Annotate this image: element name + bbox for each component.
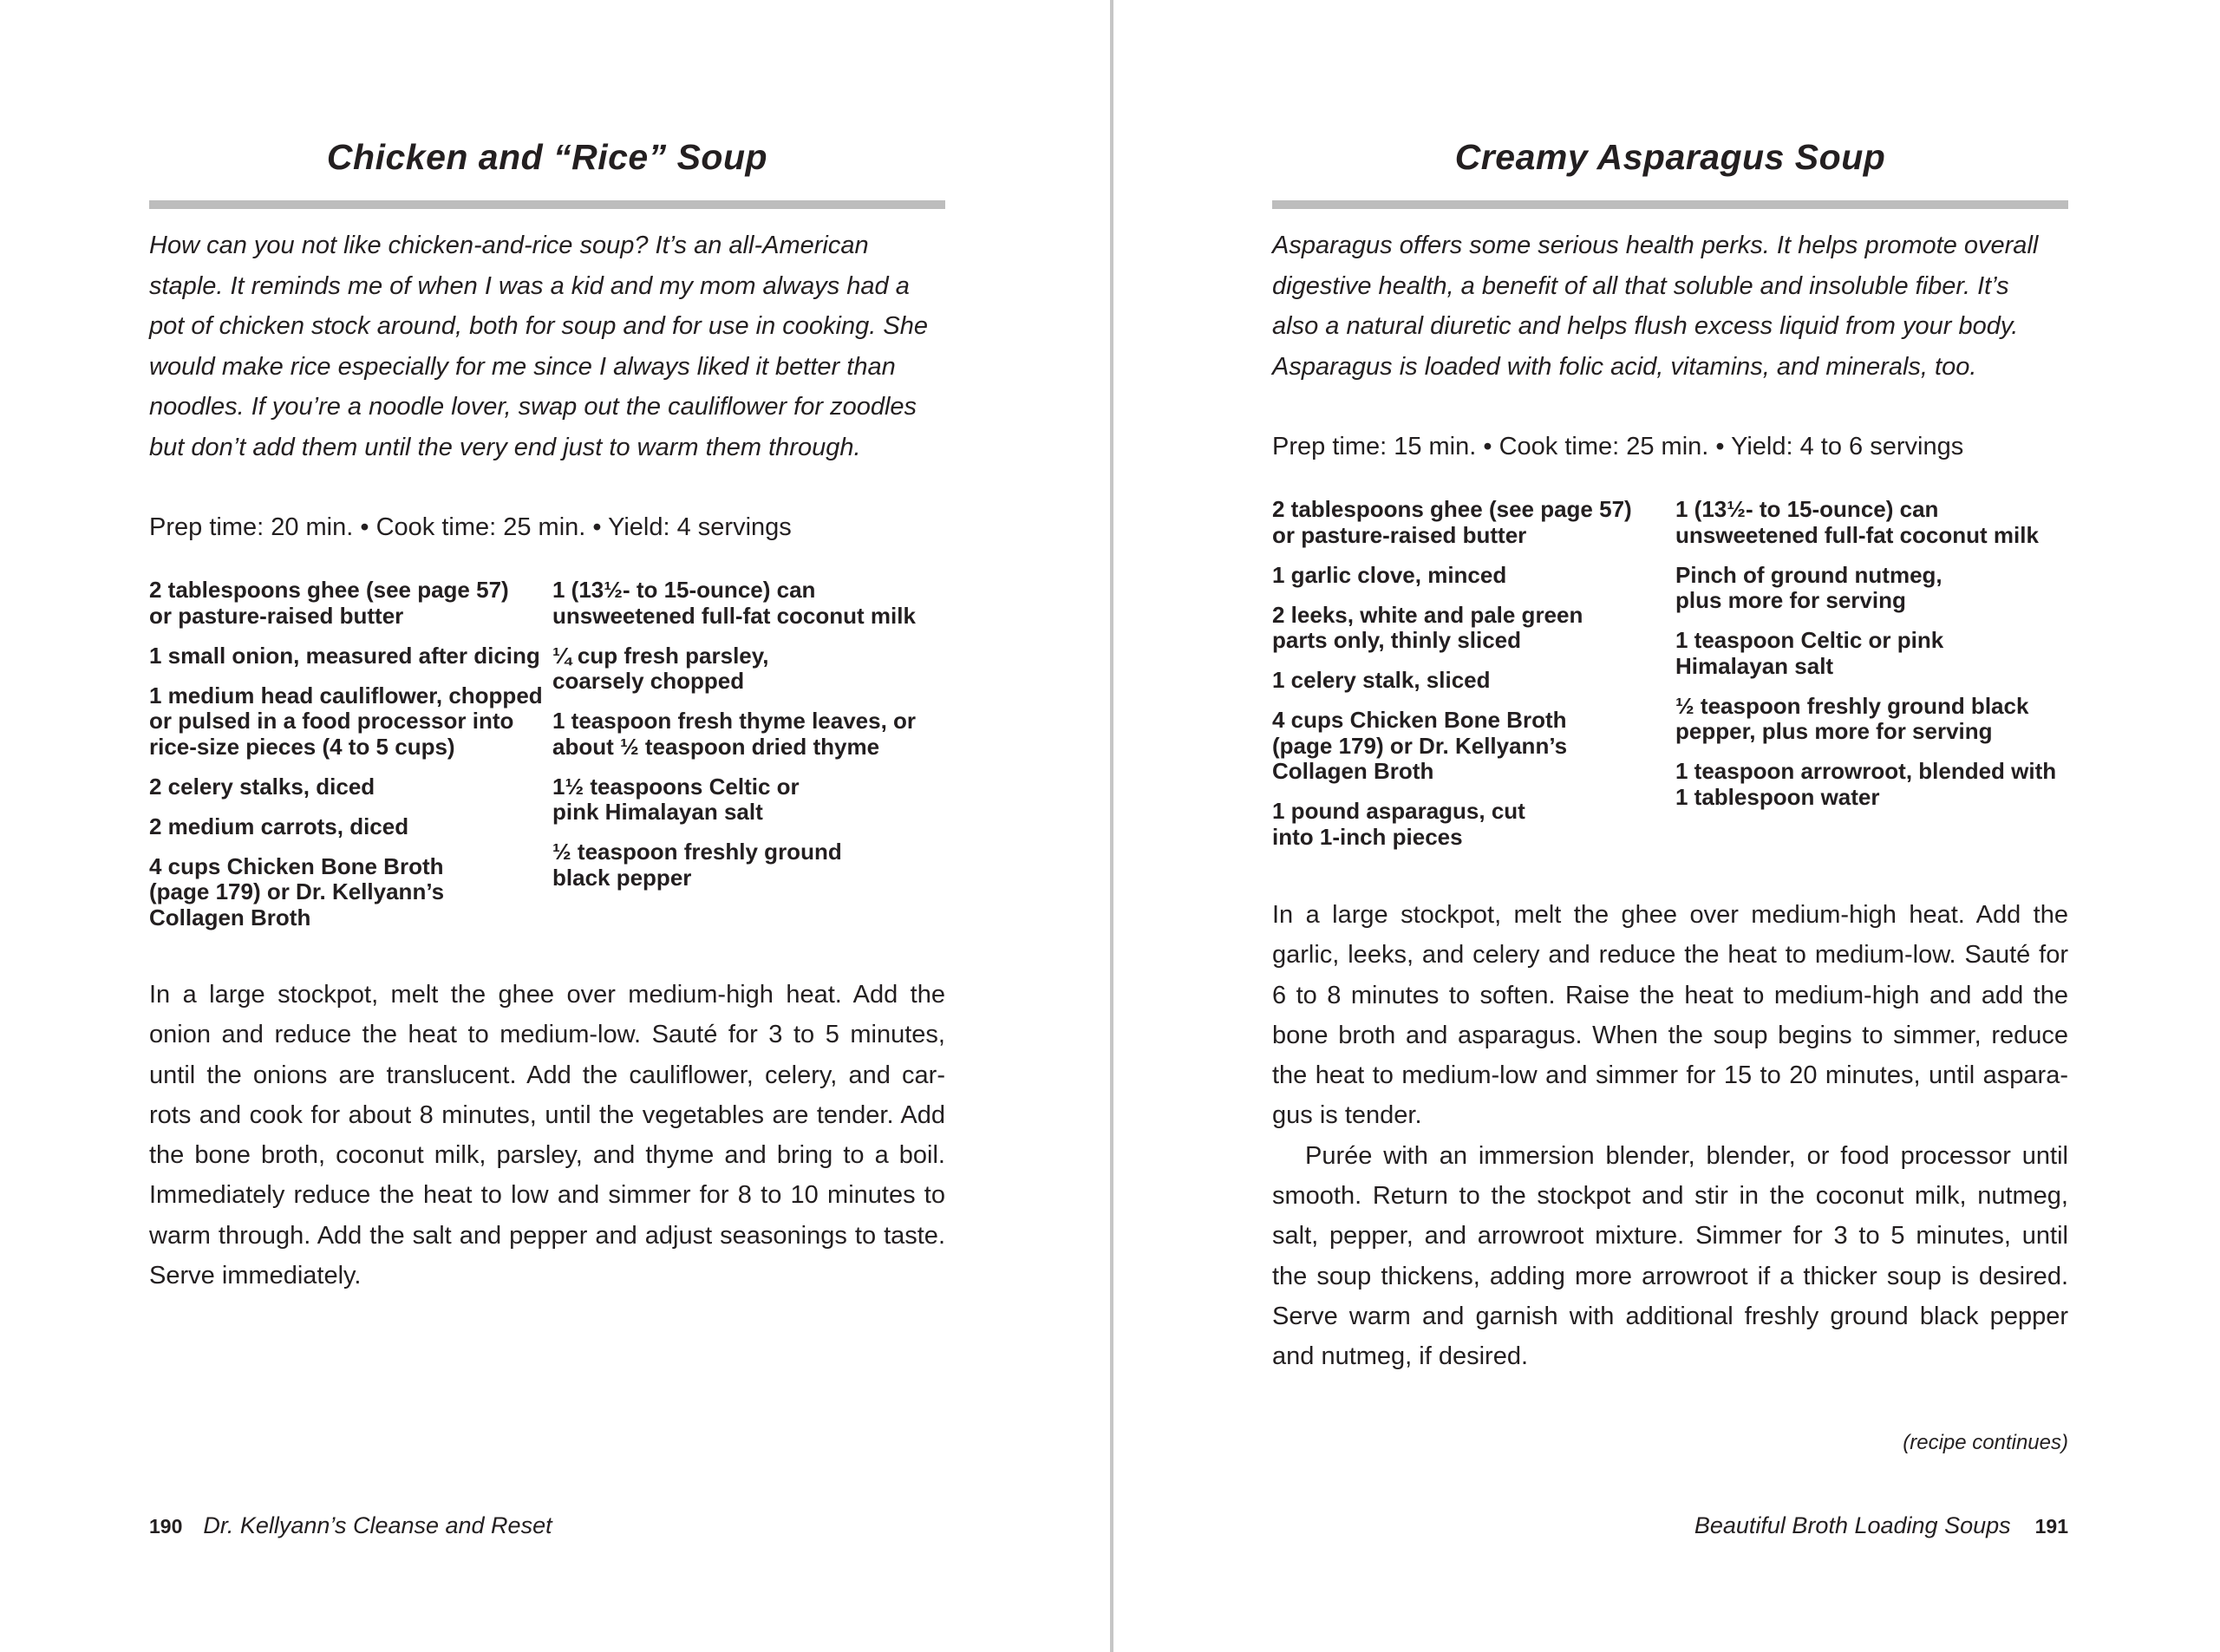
ingredient-item: ½ teaspoon freshly ground black pepper: [552, 839, 842, 891]
title-rule: [149, 200, 945, 209]
intro-line: Asparagus is loaded with folic acid, vitamins, and minerals, too.: [1272, 352, 1977, 381]
title-rule: [1272, 200, 2068, 209]
recipe-meta: Prep time: 15 min. • Cook time: 25 min. • Yield: 4 to 6 servings: [1272, 433, 1964, 460]
ingredient-item: ½ teaspoon freshly ground black pepper, plus more for serving: [1675, 692, 2029, 744]
ingredient-item: 1 celery stalk, sliced: [1272, 667, 1491, 693]
recipe-instructions: [1272, 895, 2068, 1377]
ingredient-item: 1 (13½- to 15-ounce) can unsweetened full-fat coconut milk: [1675, 496, 2039, 548]
recipe-intro: [1272, 225, 2068, 387]
intro-line: digestive health, a benefit of all that soluble and insoluble fiber. It’s: [1272, 271, 2009, 300]
recipe-instructions: [149, 975, 945, 1296]
ingredient-item: 1 teaspoon arrowroot, blended with 1 tablespoon water: [1675, 758, 2057, 810]
ingredient-item: 2 celery stalks, diced: [149, 773, 375, 800]
page-footer: [1272, 1511, 2068, 1541]
instruction-line: 6 to 8 minutes to soften. Raise the heat to medium-high and add the: [1272, 981, 2068, 1009]
ingredient-column-1: [1272, 497, 1675, 865]
instruction-line: rots and cook for about 8 minutes, until the vegetables are tender. Add: [149, 1100, 945, 1129]
running-title: Beautiful Broth Loading Soups: [1694, 1512, 2011, 1538]
instruction-line: Immediately reduce the heat to low and simmer for 8 to 10 minutes to: [149, 1181, 945, 1210]
page-number: 191: [2034, 1515, 2068, 1538]
ingredient-item: 2 tablespoons ghee (see page 57) or pasture-raised butter: [149, 577, 509, 629]
instruction-line: the heat to medium-low and simmer for 15 to 20 minutes, until aspara-: [1272, 1061, 2068, 1090]
instruction-line: onion and reduce the heat to medium-low. Sauté for 3 to 5 minutes,: [149, 1021, 945, 1049]
intro-line: staple. It reminds me of when I was a kid and my mom always had a: [149, 271, 910, 300]
page-number: 190: [149, 1515, 183, 1538]
instruction-line: Purée with an immersion blender, blender, or food processor until: [1305, 1141, 2068, 1170]
instruction-line: the soup thickens, adding more arrowroot if a thicker soup is desired.: [1272, 1262, 2068, 1290]
instruction-line: In a large stockpot, melt the ghee over medium-high heat. Add the: [1272, 901, 2068, 929]
instruction-line: smooth. Return to the stockpot and stir in the coconut milk, nutmeg,: [1272, 1182, 2068, 1211]
page-footer: [149, 1511, 945, 1541]
recipe-intro: [149, 225, 945, 467]
ingredient-item: 1 medium head cauliflower, chopped or pulsed in a food processor into rice-size pieces (4 to 5 cups): [149, 682, 543, 760]
ingredient-column-2: [1675, 497, 2068, 825]
recipe-meta: Prep time: 20 min. • Cook time: 25 min. • Yield: 4 servings: [149, 513, 792, 541]
ingredient-item: 2 medium carrots, diced: [149, 813, 409, 839]
instruction-line: and nutmeg, if desired.: [1272, 1342, 1529, 1371]
ingredient-item: 1 small onion, measured after dicing: [149, 642, 540, 669]
book-spine-divider: [1110, 0, 1113, 1652]
intro-line: noodles. If you’re a noodle lover, swap out the cauliflower for zoodles: [149, 393, 917, 421]
intro-line: How can you not like chicken-and-rice soup? It’s an all-American: [149, 232, 869, 259]
ingredient-item: ¼ cup fresh parsley, coarsely chopped: [552, 642, 769, 694]
intro-line: Asparagus offers some serious health perks. It helps promote overall: [1272, 232, 2039, 259]
left-page: [149, 0, 945, 1652]
ingredient-item: 1 pound asparagus, cut into 1-inch pieces: [1272, 798, 1525, 850]
recipe-continues-note: (recipe continues): [1903, 1431, 2068, 1454]
recipe-title: Chicken and “Rice” Soup: [326, 137, 768, 177]
instruction-line: garlic, leeks, and celery and reduce the heat to medium-low. Sauté for: [1272, 941, 2068, 970]
instruction-line: bone broth and asparagus. When the soup begins to simmer, reduce: [1272, 1021, 2068, 1049]
ingredient-item: 1 garlic clove, minced: [1272, 561, 1507, 588]
intro-line: would make rice especially for me since I always liked it better than: [149, 352, 896, 381]
ingredient-item: 4 cups Chicken Bone Broth (page 179) or Dr. Kellyann’s Collagen Broth: [1272, 707, 1568, 784]
ingredient-item: 2 tablespoons ghee (see page 57) or pasture-raised butter: [1272, 496, 1632, 548]
ingredient-item: 1 (13½- to 15-ounce) can unsweetened full-fat coconut milk: [552, 577, 916, 629]
ingredient-item: 2 leeks, white and pale green parts only, thinly sliced: [1272, 601, 1583, 653]
instruction-line: warm through. Add the salt and pepper and adjust seasonings to taste.: [149, 1221, 945, 1250]
recipe-title: Creamy Asparagus Soup: [1454, 137, 1886, 177]
ingredient-item: 1½ teaspoons Celtic or pink Himalayan salt: [552, 773, 800, 825]
intro-line: pot of chicken stock around, both for soup and for use in cooking. She: [149, 312, 928, 340]
ingredient-item: 1 teaspoon fresh thyme leaves, or about ½ teaspoon dried thyme: [552, 708, 917, 760]
intro-line: also a natural diuretic and helps flush excess liquid from your body.: [1272, 312, 2019, 340]
ingredient-item: 4 cups Chicken Bone Broth (page 179) or Dr. Kellyann’s Collagen Broth: [149, 852, 445, 930]
instruction-line: Serve immediately.: [149, 1262, 362, 1290]
ingredient-item: 1 teaspoon Celtic or pink Himalayan salt: [1675, 627, 1944, 679]
ingredient-item: Pinch of ground nutmeg, plus more for serving: [1675, 561, 1942, 613]
instruction-line: Serve warm and garnish with additional freshly ground black pepper: [1272, 1302, 2068, 1330]
instruction-line: salt, pepper, and arrowroot mixture. Simmer for 3 to 5 minutes, until: [1272, 1222, 2068, 1250]
instruction-line: the bone broth, coconut milk, parsley, and thyme and bring to a boil.: [149, 1141, 945, 1170]
intro-line: but don’t add them until the very end just to warm them through.: [149, 433, 861, 461]
ingredient-column-2: [552, 578, 945, 905]
instruction-line: until the onions are translucent. Add the cauliflower, celery, and car-: [149, 1061, 945, 1089]
instruction-line: gus is tender.: [1272, 1101, 1422, 1130]
right-page: [1272, 0, 2068, 1652]
instruction-line: In a large stockpot, melt the ghee over medium-high heat. Add the: [149, 981, 945, 1009]
ingredient-column-1: [149, 578, 552, 945]
running-title: Dr. Kellyann’s Cleanse and Reset: [203, 1512, 552, 1538]
